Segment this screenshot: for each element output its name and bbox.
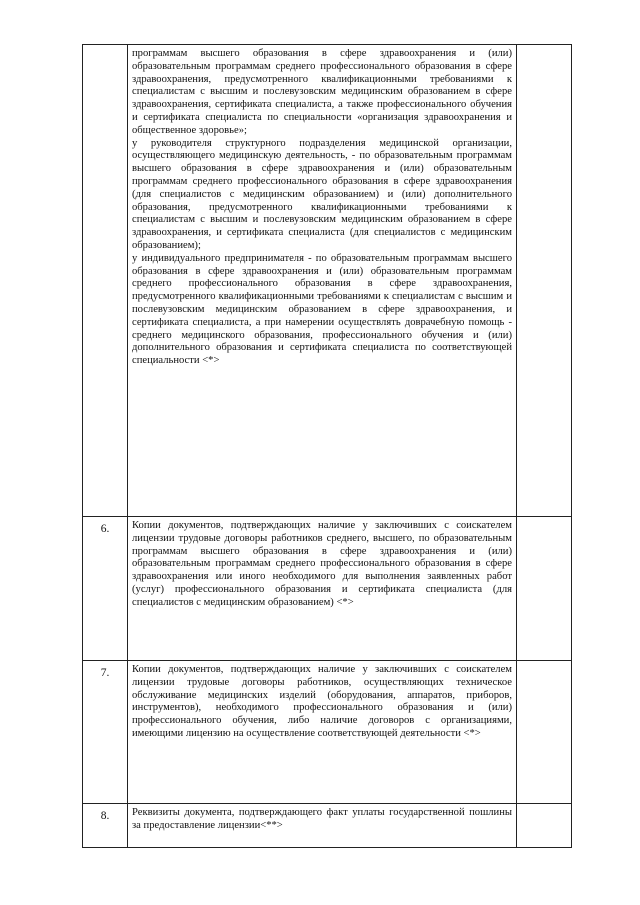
empty-cell	[517, 45, 572, 517]
paragraph: программам высшего образования в сфере здравоохранения и (или) образовательным программам среднего профессионального образования в сфере здравоохранения, предусмотренного квалификационными требованиями к специалистам с высшим и послевузовским медицинским образованием в сфере здравоохранения, сертификата специалиста, а также профессионального обучения и сертификата специалиста по специальности «организация здравоохранения и общественное здоровье»;	[132, 48, 512, 136]
row-number: 6.	[83, 517, 128, 661]
table-row	[83, 661, 572, 804]
paragraph: Копии документов, подтверждающих наличие у заключивших с соискателем лицензии трудовые договоры работников среднего, высшего, по образовательным программам высшего образования в сфере здравоохранения и (или) образовательным программам среднего профессионального образования в сфере здравоохранения или иного необходимого для выполнения заявленных работ (услуг) профессионального образования и сертификата специалиста (для специалистов с медицинским образованием) <*>	[132, 520, 512, 608]
row-number	[83, 45, 128, 517]
row-description	[128, 45, 517, 517]
table-row	[83, 517, 572, 661]
document-table	[82, 44, 572, 848]
paragraph: Реквизиты документа, подтверждающего факт уплаты государственной пошлины за предоставление лицензии<**>	[132, 807, 512, 831]
row-description	[128, 661, 517, 804]
row-number: 7.	[83, 661, 128, 804]
paragraph: Копии документов, подтверждающих наличие у заключивших с соискателем лицензии трудовые договоры работников, осуществляющих техническое обслуживание медицинских изделий (оборудования, аппаратов, приборов, инструментов), необходимого профессионального образования и (или) профессионального обучения, либо наличие договоров с организациями, имеющими лицензию на осуществление соответствующей деятельности <*>	[132, 664, 512, 739]
empty-cell	[517, 661, 572, 804]
table-row	[83, 804, 572, 848]
paragraph: у руководителя структурного подразделения медицинской организации, осуществляющего медицинскую деятельность, - по образовательным программам высшего образования в сфере здравоохранения и (или) образовательным программам среднего профессионального образования в сфере здравоохранения (для специалистов с медицинским образованием) и (или) дополнительного образования, предусмотренного квалификационными требованиями к специалистам с высшим и послевузовским медицинским образованием в сфере здравоохранения, и сертификата специалиста (для специалистов с медицинским образованием);	[132, 137, 512, 251]
row-description	[128, 804, 517, 848]
paragraph: у индивидуального предпринимателя - по образовательным программам высшего образования в сфере здравоохранения и (или) образовательным программам среднего профессионального образования в сфере здравоохранения, предусмотренного квалификационными требованиями к специалистам с высшим и послевузовским медицинским образованием в сфере здравоохранения, и сертификата специалиста, а при намерении осуществлять доврачебную помощь - среднего медицинского образования, профессионального обучения и (или) дополнительного образования и сертификата специалиста по соответствующей специальности <*>	[132, 252, 512, 367]
empty-cell	[517, 804, 572, 848]
row-number: 8.	[83, 804, 128, 848]
table-row	[83, 45, 572, 517]
empty-cell	[517, 517, 572, 661]
row-description	[128, 517, 517, 661]
